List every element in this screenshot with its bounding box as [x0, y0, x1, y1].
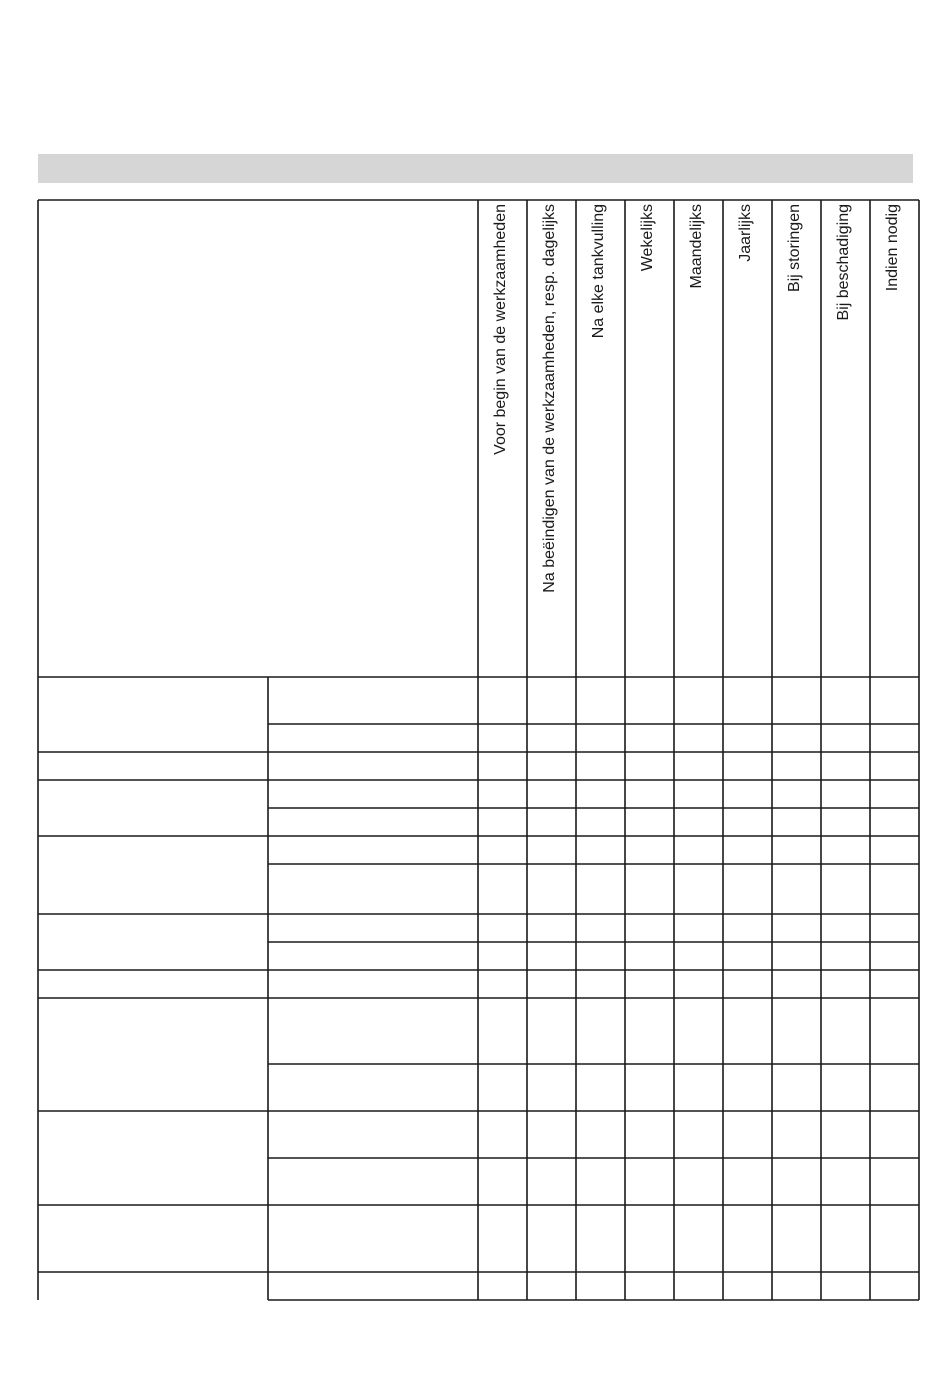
header-bij-storingen: Bij storingen	[786, 204, 803, 293]
header-jaarlijks: Jaarlijks	[737, 204, 754, 262]
header-indien-nodig: Indien nodig	[884, 204, 901, 292]
header-voor-begin: Voor begin van de werkzaamheden	[492, 204, 509, 455]
header-na-tankvulling: Na elke tankvulling	[590, 204, 607, 339]
header-bij-beschadiging: Bij beschadiging	[835, 204, 852, 321]
header-maandelijks: Maandelijks	[688, 204, 705, 289]
header-na-beeindigen: Na beëindigen van de werkzaamheden, resp. dagelijks	[541, 204, 558, 593]
header-wekelijks: Wekelijks	[639, 204, 656, 272]
